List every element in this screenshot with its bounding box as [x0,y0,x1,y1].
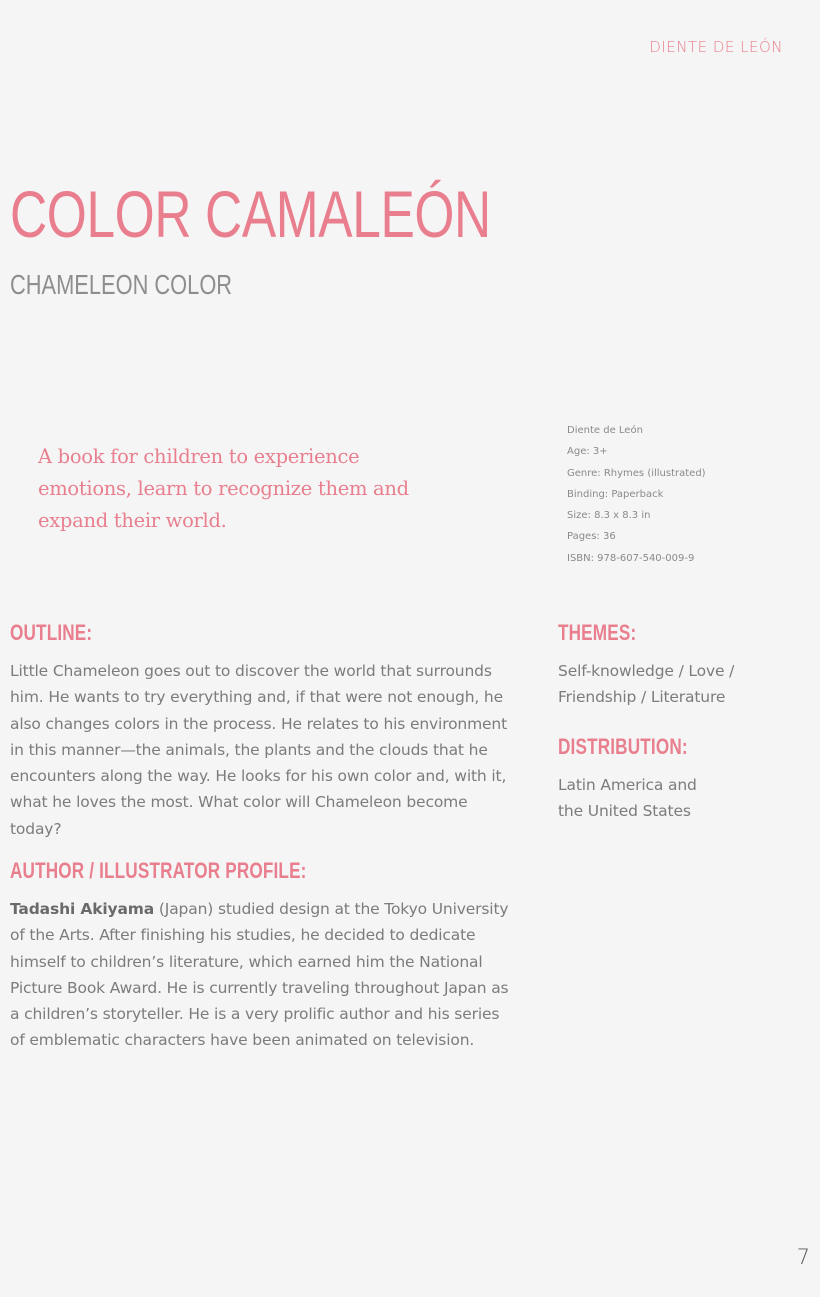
spec-isbn: ISBN: 978-607-540-009-9 [567,552,695,564]
outline-section [10,620,515,842]
author-profile-heading: AUTHOR / ILLUSTRATOR PROFILE: [10,858,307,883]
outline-heading: OUTLINE: [10,620,93,645]
spec-binding: Binding: Paperback [567,488,664,500]
themes-heading: THEMES: [558,620,637,645]
spec-genre: Genre: Rhymes (illustrated) [567,467,706,479]
page-number: 7 [796,1245,810,1269]
spec-size: Size: 8.3 x 8.3 in [567,510,651,522]
themes-line-1: Self-knowledge / Love / [558,662,735,680]
author-name: Tadashi Akiyama [10,900,155,918]
distribution-text [558,772,788,825]
book-title: COLOR CAMALEÓN [10,177,491,251]
publisher-header: DIENTE DE LEÓN [649,38,783,56]
author-profile-text [10,896,515,1054]
spec-publisher: Diente de León [567,425,643,436]
author-profile-section [10,858,515,1054]
book-specs-list [567,420,706,569]
spec-pages: Pages: 36 [567,531,616,543]
themes-text [558,658,788,711]
distribution-section [558,734,788,825]
distribution-line-2: the United States [558,802,691,821]
book-subtitle: CHAMELEON COLOR [10,269,233,300]
spec-age: Age: 3+ [567,446,608,458]
outline-text: Little Chameleon goes out to discover the world that surrounds him. He wants to try everything and, if that were not enough, he also changes colors in the process. He relates to his environment in this manner—the animals, the plants and the clouds that he encounters along the way. He looks for his own color and, with it, what he loves the most. What color will Chameleon become today? [10,662,508,838]
distribution-heading: DISTRIBUTION: [558,734,688,759]
author-bio: (Japan) studied design at the Tokyo University of the Arts. After finishing his studies, he decided to dedicate himself to children’s literature, which earned him the National Picture Book Award. He is currently traveling throughout Japan as a children’s storyteller. He is a very prolific author and his series of emblematic characters have been animated on television. [10,900,509,1050]
themes-section [558,620,788,711]
themes-line-2: Friendship / Literature [558,688,726,707]
book-tagline: A book for children to experience emotions, learn to recognize them and expand their world. [38,445,409,532]
distribution-line-1: Latin America and [558,776,697,794]
